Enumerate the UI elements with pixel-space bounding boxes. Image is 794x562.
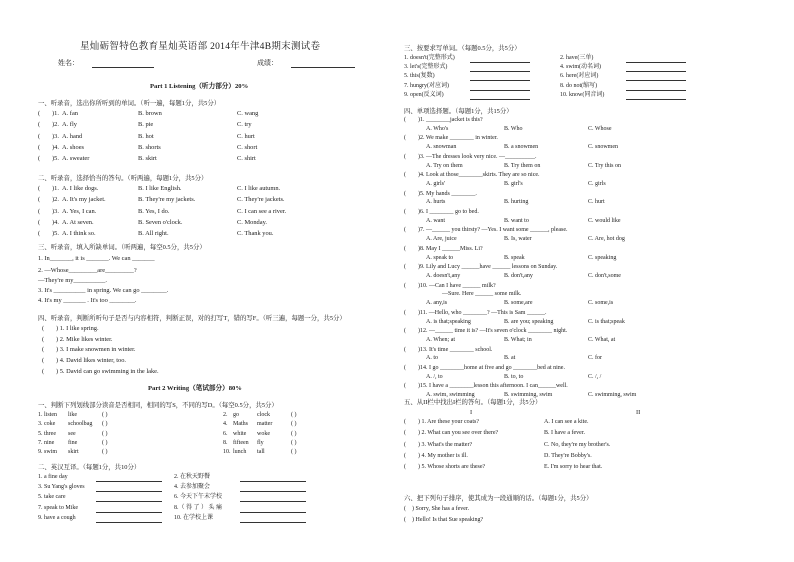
answer-line[interactable] — [96, 491, 162, 492]
statement: ) 1. I like spring. — [56, 325, 99, 332]
word-1: white — [233, 430, 247, 437]
word-form-item: 4. swim(动名词) — [560, 64, 601, 71]
translate-item: 6. 今天下午末学校 — [174, 494, 223, 501]
answer-paren[interactable]: ( ) — [291, 439, 297, 446]
answer-paren[interactable]: ( — [38, 185, 41, 192]
answer-paren[interactable]: ( — [42, 346, 45, 354]
answer-line[interactable] — [626, 71, 686, 72]
option-a[interactable]: A. /, to — [426, 373, 443, 380]
option-a[interactable]: A. fan — [62, 110, 78, 117]
ordering-sentence: ) Hello! Is that Sue speaking? — [412, 516, 484, 523]
translate-item: 4. 去参加聚会 — [174, 484, 211, 491]
word-1: three — [44, 430, 56, 437]
question-number: )3. — [52, 207, 59, 215]
answer-line[interactable] — [96, 512, 162, 513]
translate-item: 3. Su Yang's gloves — [38, 484, 85, 491]
option-c[interactable]: C. would like — [588, 217, 621, 224]
answer-paren[interactable]: ( — [404, 227, 406, 234]
option-a[interactable]: A. doesn't,any — [426, 273, 461, 279]
option-c[interactable]: C. is that;speak — [588, 318, 625, 325]
option-a[interactable]: A. sweater — [62, 155, 90, 163]
answer-paren[interactable]: ( — [404, 117, 406, 123]
fill-line-1[interactable]: 1. In_______, it is _______. We can _______ — [38, 255, 155, 262]
item-number: 8. — [223, 439, 228, 446]
word-2: fly — [257, 439, 264, 446]
question-number: )1. — [52, 185, 59, 192]
answer-line[interactable] — [96, 522, 162, 523]
word-form-item: 6. here(对应词) — [560, 73, 599, 80]
option-c[interactable]: C. for — [588, 355, 602, 362]
word-form-item: 7. hungry(对应词) — [404, 82, 449, 89]
word-1: Maths — [233, 421, 248, 428]
answer-line[interactable] — [240, 501, 306, 502]
answer-line[interactable] — [470, 71, 530, 72]
statement: ) 4. David likes winter, too. — [56, 357, 127, 365]
option-b[interactable]: B. Who — [504, 125, 523, 132]
word-2: clock — [257, 412, 270, 418]
answer-line[interactable] — [626, 62, 686, 63]
word-2: see — [68, 430, 76, 437]
option-b[interactable]: B. brown — [138, 110, 162, 117]
ordering-sentence: ) Sorry, She has a fever. — [412, 506, 470, 512]
answer-line[interactable] — [470, 99, 530, 100]
word-2: tall — [257, 449, 265, 456]
fill-line-3[interactable]: —They're my__________. — [38, 277, 107, 284]
question: )2. We make ________ in winter. — [418, 135, 498, 142]
translate-item: 7. speak to Mike — [38, 504, 78, 511]
answer-paren[interactable]: ( ) — [291, 449, 297, 456]
answer-paren[interactable]: ( ) — [102, 421, 108, 428]
word-form-item: 5. this(复数) — [404, 73, 435, 80]
option-b[interactable]: B. at — [504, 355, 516, 362]
answer-line[interactable] — [470, 62, 530, 63]
option-b[interactable]: B. Try them on — [504, 162, 541, 169]
statement: ) 3. I make snowmen in winter. — [56, 346, 136, 354]
question-number: )3. — [52, 132, 59, 140]
answer-paren[interactable]: ( — [38, 218, 41, 226]
question-number: )4. — [52, 143, 59, 151]
option-a[interactable]: A. Are, juice — [426, 236, 457, 243]
section-5-title: 一、判断下列划线部分读音是否相同，相同的写S，不同的写D。（每空0.5分，共5分） — [38, 402, 278, 409]
question-number: )1. — [52, 110, 59, 117]
question: )13. It's time ________ school. — [418, 346, 493, 353]
word-2: matter — [257, 421, 273, 428]
option-b[interactable]: B. What; in — [504, 337, 532, 343]
answer-paren[interactable]: ( — [404, 516, 406, 523]
answer-paren[interactable]: ( — [404, 452, 406, 459]
option-c[interactable]: C. some,is — [588, 300, 614, 307]
option-b[interactable]: B. They're my jackets. — [138, 196, 196, 204]
fill-line-4[interactable]: 3. It's __________ in spring. We can go ________. — [38, 287, 169, 294]
question-line-2: —Sure. Here ______ some milk. — [442, 291, 522, 298]
match-question: ) 2. What can you see over there? — [418, 430, 499, 437]
question: )1. ________jacket is this? — [418, 117, 483, 123]
question: )6. I ________ go to bed. — [418, 209, 479, 215]
item-number: 2. — [223, 412, 228, 418]
answer-paren[interactable]: ( — [38, 121, 41, 129]
statement: ) 2. Mike likes winter. — [56, 335, 113, 343]
answer-paren[interactable]: ( ) — [291, 430, 297, 437]
word-form-item: 8. do not(缩写) — [560, 82, 598, 89]
answer-paren[interactable]: ( — [404, 282, 406, 289]
item-number: 10. — [223, 449, 231, 456]
question: )4. Look at those________skirts. They are so nice. — [418, 172, 540, 179]
word-form-item: 2. have(三单) — [560, 55, 594, 61]
option-b[interactable]: B. to, to — [504, 373, 524, 380]
section-6-title: 二、英汉互译。（每题1分，共10分） — [38, 464, 141, 471]
word-1: listen — [44, 412, 57, 418]
option-c[interactable]: C. Whose — [588, 125, 612, 132]
answer-paren[interactable]: ( — [404, 464, 406, 471]
right-section-4-title: 四、单项选择题。（每题1分，共15分） — [404, 108, 513, 115]
option-b[interactable]: B. want to — [504, 217, 529, 224]
translate-item: 8.（ 得 了 ） 头 痛 — [174, 504, 223, 511]
answer-paren[interactable]: ( ) — [291, 412, 297, 418]
option-c[interactable]: C. What, at — [588, 337, 616, 343]
answer-paren[interactable]: ( — [38, 132, 41, 140]
option-a[interactable]: A. Who's — [426, 125, 449, 132]
statement: ) 5. David can go swimming in the lake. — [56, 367, 159, 375]
option-a[interactable]: A. any,is — [426, 300, 448, 307]
option-a[interactable]: A. Try on them — [426, 162, 463, 169]
option-a[interactable]: A. At seven. — [62, 218, 94, 226]
question: )9. Lily and Lucy ______have ______ lessons on Sunday. — [418, 264, 558, 271]
right-section-3-title: 三、按要求写单词。（每题0.5分，共5分） — [404, 45, 521, 52]
option-b[interactable]: B. shorts — [138, 143, 161, 151]
match-answer: E. I'm sorry to hear that. — [544, 464, 603, 471]
option-a[interactable]: A. girls' — [426, 181, 446, 187]
option-c[interactable]: C. Thank you. — [237, 230, 274, 238]
option-a[interactable]: A. snowman — [426, 144, 457, 151]
question: )12. —______ time it is? —It's seven o'clock ________ night. — [418, 328, 568, 335]
question-number: )5. — [52, 155, 59, 163]
answer-paren[interactable]: ( — [404, 135, 406, 142]
option-a[interactable]: A. shoes — [62, 143, 85, 151]
answer-line[interactable] — [470, 90, 530, 91]
answer-paren[interactable]: ( — [38, 230, 41, 238]
option-a[interactable]: A. speak to — [426, 254, 454, 261]
option-a[interactable]: A. When; at — [426, 337, 456, 343]
question: )11. —Hello, who ________? —This is Sam ______. — [418, 309, 547, 316]
option-a[interactable]: A. I think so. — [62, 230, 96, 238]
option-a[interactable]: A. I like dogs. — [62, 185, 99, 192]
question: )14. I go ________home at five and go ________bed at nine. — [418, 365, 565, 371]
option-b[interactable]: B. speak — [504, 254, 525, 261]
question-number: )2. — [52, 196, 59, 204]
option-a[interactable]: A. to — [426, 355, 438, 362]
option-a[interactable]: A. is that;speaking — [426, 318, 471, 325]
match-answer: D. They're Bobby's. — [544, 452, 592, 459]
part1-title: Part 1 Listening（听力部分）20% — [150, 83, 249, 90]
question: )7. —______ you thirsty? —Yes. I want some ______, please. — [418, 227, 568, 234]
answer-paren[interactable]: ( ) — [102, 430, 108, 437]
option-b[interactable]: B. Is, water — [504, 236, 532, 243]
answer-paren[interactable]: ( — [404, 383, 406, 390]
fill-line-5[interactable]: 4. It's my _______ . It's too ________. — [38, 297, 137, 304]
score-label: 成绩： — [257, 59, 278, 67]
option-b[interactable]: B. All right. — [138, 230, 169, 238]
translate-item: 1. a fine day — [38, 474, 68, 480]
answer-paren[interactable]: ( ) — [102, 439, 108, 446]
item-number: 6. — [223, 430, 228, 437]
fill-line-2[interactable]: 2. —Whose_________are_________? — [38, 267, 137, 274]
name-label: 姓名： — [58, 59, 79, 67]
answer-paren[interactable]: ( — [404, 506, 406, 512]
word-form-item: 3. let's(完整形式) — [404, 64, 448, 71]
option-c[interactable]: C. I can see a river. — [237, 207, 287, 215]
option-c[interactable]: C. hurt — [237, 132, 255, 140]
word-form-item: 1. doesn't(完整形式) — [404, 55, 455, 61]
option-a[interactable]: A. swim, swimming — [426, 392, 475, 399]
item-number: 7. — [38, 439, 43, 446]
answer-paren[interactable]: ( — [38, 110, 41, 117]
word-2: woke — [257, 430, 270, 437]
answer-paren[interactable]: ( — [42, 357, 45, 365]
option-c[interactable]: C. /, / — [588, 373, 602, 380]
section-2-title: 二、听录音，选择恰当的答句。（听两遍，每题1分，共5分） — [38, 175, 208, 182]
item-number: 5. — [38, 430, 43, 437]
section-4-title: 四、听录音，判断所听句子是否与内容相符，判断正误，对的打写T，错的写F。（听三遍，每题一分，共5分） — [38, 315, 346, 322]
answer-line[interactable] — [626, 80, 686, 81]
answer-paren[interactable]: ( — [38, 196, 41, 204]
match-answer: B. I have a fever. — [544, 430, 585, 437]
option-c[interactable]: C. hurt — [588, 199, 605, 206]
item-number: 1. — [38, 412, 43, 418]
option-c[interactable]: C. They're jackets. — [237, 196, 285, 204]
answer-paren[interactable]: ( — [404, 328, 406, 335]
answer-paren[interactable]: ( — [404, 209, 406, 215]
question: )3. —The dresses look very nice. —__________. — [418, 153, 537, 160]
option-c[interactable]: C. snowmen — [588, 144, 618, 151]
word-2: schoolbag — [68, 421, 93, 428]
answer-line[interactable] — [240, 522, 306, 523]
question: )15. I have a ________lesson this afternoon. I can______well. — [418, 383, 568, 390]
word-2: like — [68, 412, 77, 418]
column-ii-label: II — [636, 409, 641, 416]
option-c[interactable]: C. short — [237, 143, 258, 151]
answer-paren[interactable]: ( — [404, 430, 406, 437]
column-i-label: I — [470, 409, 473, 416]
word-2: skirt — [68, 449, 79, 456]
item-number: 4. — [223, 421, 228, 428]
answer-paren[interactable]: ( — [38, 143, 41, 151]
option-c[interactable]: C. Try this on — [588, 162, 622, 169]
option-b[interactable]: B. Seven o'clock. — [138, 218, 183, 226]
word-1: swim — [44, 449, 58, 456]
option-c[interactable]: C. swimming, swim — [588, 392, 637, 399]
option-c[interactable]: C. try — [237, 121, 252, 129]
option-c[interactable]: C. Are, hot dog — [588, 236, 625, 243]
option-a[interactable]: A. fly — [62, 121, 77, 129]
option-b[interactable]: B. don't,any — [504, 273, 533, 279]
answer-paren[interactable]: ( — [42, 325, 45, 332]
answer-paren[interactable]: ( — [404, 153, 406, 160]
answer-paren[interactable]: ( — [404, 264, 406, 271]
answer-paren[interactable]: ( — [38, 155, 41, 163]
answer-line[interactable] — [240, 512, 306, 513]
option-b[interactable]: B. pie — [138, 121, 154, 129]
answer-paren[interactable]: ( — [404, 441, 406, 448]
question: )5. My hands ________. — [418, 190, 477, 197]
translate-item: 9. have a cough — [38, 514, 76, 521]
match-answer: A. I can see a kite. — [544, 419, 589, 425]
word-1: go — [233, 412, 239, 418]
match-question: ) 5. Whose shorts are these? — [418, 464, 486, 471]
answer-line[interactable] — [240, 481, 306, 482]
item-number: 3. — [38, 421, 43, 428]
word-form-item: 10. know(同音词) — [560, 91, 605, 98]
answer-paren[interactable]: ( — [404, 309, 406, 316]
answer-paren[interactable]: ( — [404, 365, 406, 371]
option-b[interactable]: B. girl's — [504, 181, 523, 187]
word-2: fine — [68, 439, 78, 446]
name-field[interactable] — [92, 67, 154, 68]
question-number: )4. — [52, 218, 59, 226]
answer-paren[interactable]: ( — [42, 335, 45, 343]
answer-paren[interactable]: ( — [404, 172, 406, 179]
answer-line[interactable] — [470, 80, 530, 81]
score-field[interactable] — [291, 67, 355, 68]
option-a[interactable]: A. want — [426, 217, 445, 224]
option-b[interactable]: B. are you; speaking — [504, 318, 554, 325]
match-question: ) 1. Are these your coats? — [418, 419, 479, 425]
right-section-6-title: 六、把下列句子排序，使其成为一段通顺的话。（每题1分，共5分） — [404, 495, 593, 502]
option-b[interactable]: B. I like English. — [138, 185, 182, 192]
answer-paren[interactable]: ( — [404, 346, 406, 353]
section-1-title: 一、听录音，选出你所听到的单词。（听一遍，每题1分，共5分） — [38, 100, 221, 107]
option-b[interactable]: B. a snowmen — [504, 144, 539, 151]
answer-paren[interactable]: ( ) — [102, 449, 108, 456]
match-question: ) 4. My mother is ill. — [418, 452, 468, 459]
answer-line[interactable] — [96, 481, 162, 482]
answer-line[interactable] — [240, 491, 306, 492]
word-1: fifteen — [233, 439, 249, 446]
option-a[interactable]: A. Yes, I can. — [62, 207, 97, 215]
option-a[interactable]: A. hurts — [426, 199, 446, 206]
answer-line[interactable] — [626, 99, 686, 100]
option-b[interactable]: B. hot — [138, 132, 154, 140]
option-c[interactable]: C. shirt — [237, 155, 256, 163]
option-b[interactable]: B. swimming, swim — [504, 392, 553, 399]
option-b[interactable]: B. Yes, I do. — [138, 207, 170, 215]
option-c[interactable]: C. Monday. — [237, 218, 267, 226]
option-c[interactable]: C. girls — [588, 181, 606, 187]
answer-paren[interactable]: ( ) — [291, 421, 297, 428]
answer-line[interactable] — [626, 90, 686, 91]
word-1: lunch — [233, 449, 247, 456]
option-a[interactable]: A. It's my jacket. — [62, 196, 106, 204]
section-3-title: 三、听录音，填入所缺单词。（听两遍，每空0.5分，共5分） — [38, 244, 206, 251]
answer-paren[interactable]: ( — [404, 190, 406, 197]
answer-paren[interactable]: ( — [404, 245, 406, 252]
translate-item: 10. 在学校上课 — [174, 514, 214, 521]
option-c[interactable]: C. I like autumn. — [237, 185, 281, 192]
match-question: ) 3. What's the matter? — [418, 441, 473, 448]
translate-item: 2. 在秋天野餐 — [174, 474, 211, 480]
question-number: )2. — [52, 121, 59, 129]
word-1: nine — [44, 439, 55, 446]
right-section-5-title: 五、从II栏中找出I栏的答句。（每题1分，共5分） — [404, 399, 542, 406]
option-c[interactable]: C. don't,some — [588, 273, 621, 279]
question-number: )5. — [52, 230, 59, 238]
question: )10. —Can I have ______ milk? — [418, 282, 496, 289]
option-b[interactable]: B. some,are — [504, 300, 533, 307]
answer-paren[interactable]: ( ) — [102, 412, 108, 418]
word-1: coke — [44, 421, 56, 428]
word-form-item: 9. open(反义词) — [404, 91, 444, 98]
option-b[interactable]: B. hurting — [504, 199, 529, 206]
question: )8. May I ______Miss. Li? — [418, 245, 483, 252]
answer-line[interactable] — [96, 501, 162, 502]
match-answer: C. No, they're my brother's. — [544, 441, 611, 448]
page-title: 星灿砺智特色教育星灿英语部 2014年牛津4B期末测试卷 — [80, 42, 321, 52]
answer-paren[interactable]: ( — [38, 207, 41, 215]
option-b[interactable]: B. skirt — [138, 155, 157, 163]
answer-paren[interactable]: ( — [42, 367, 45, 375]
part2-title: Part 2 Writing（笔试部分）80% — [148, 385, 242, 392]
option-a[interactable]: A. hand — [62, 132, 83, 140]
option-c[interactable]: C. speaking — [588, 254, 617, 261]
translate-item: 5. take care — [38, 494, 66, 501]
item-number: 9. — [38, 449, 43, 456]
answer-paren[interactable]: ( — [404, 419, 406, 425]
option-c[interactable]: C. wang — [237, 110, 259, 117]
